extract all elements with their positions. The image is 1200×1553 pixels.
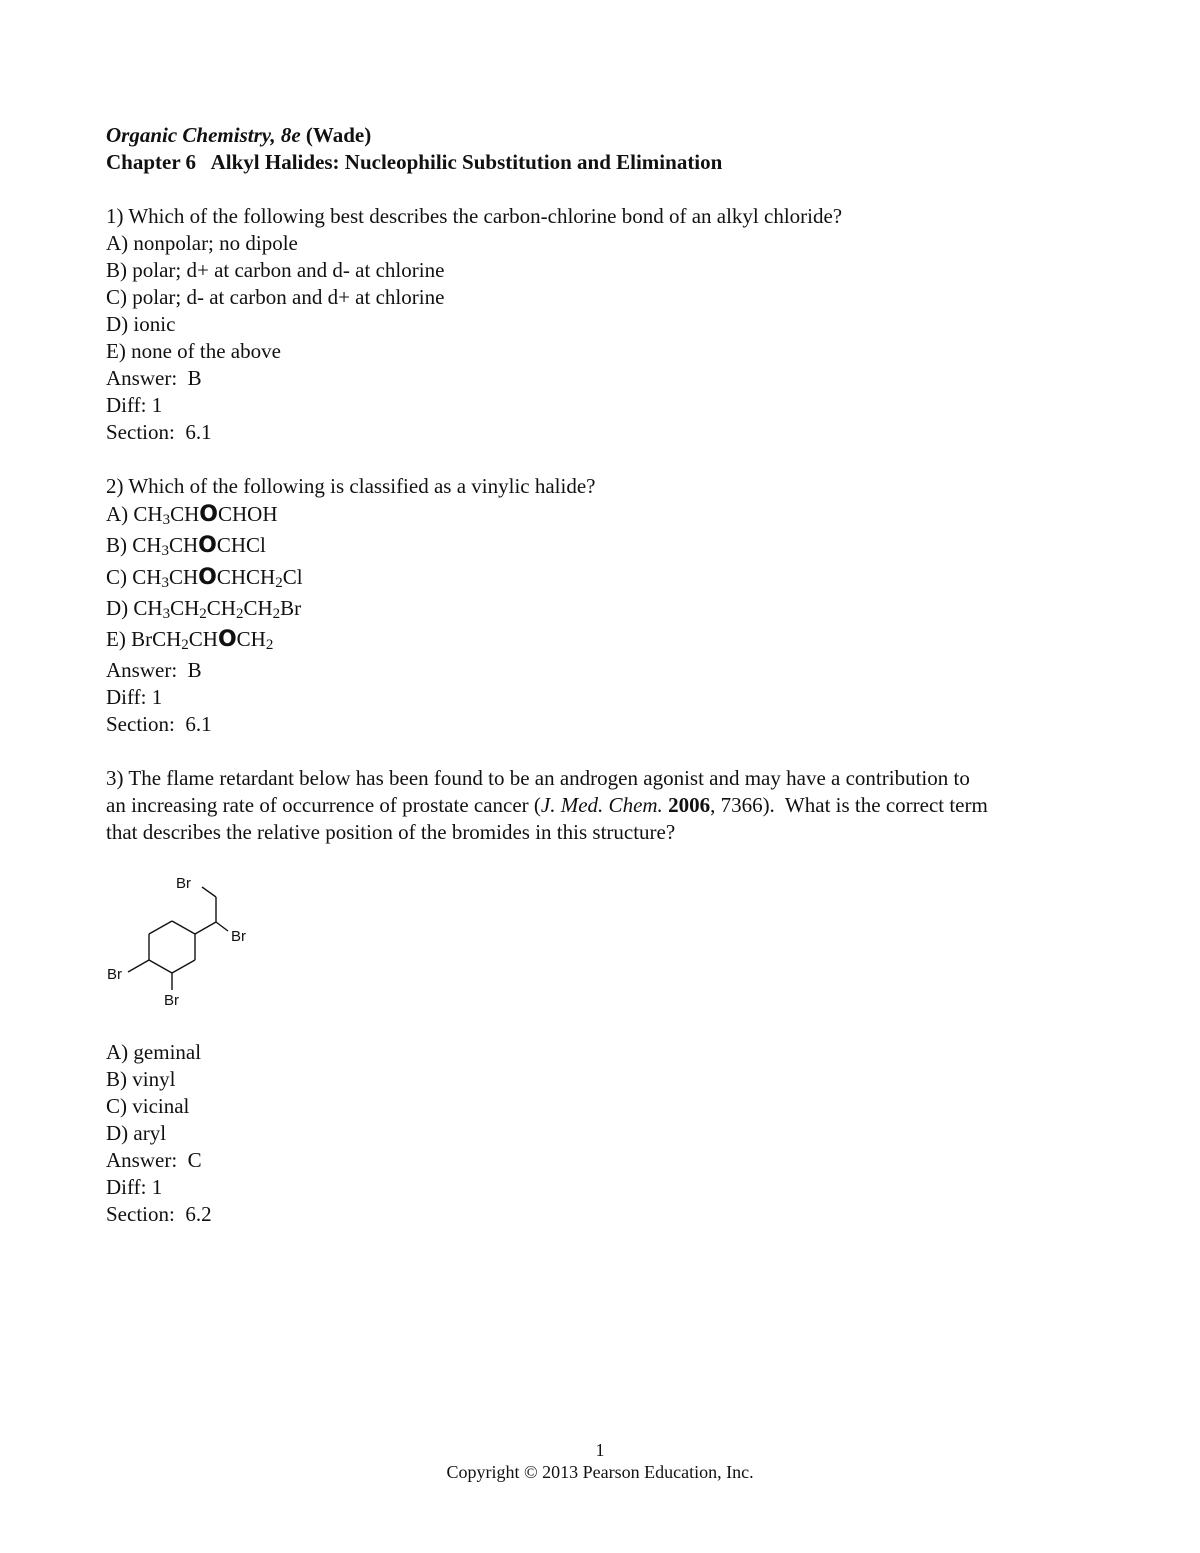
formula-part: BrCH bbox=[131, 627, 182, 651]
formula-part: CH bbox=[170, 502, 200, 526]
journal-year: 2006 bbox=[668, 793, 711, 817]
option-label: A) bbox=[106, 502, 134, 526]
answer: Answer: B bbox=[106, 366, 202, 390]
option-a: A) geminal bbox=[106, 1040, 202, 1064]
formula-subscript: 2 bbox=[199, 606, 207, 622]
option-label: C) bbox=[106, 565, 133, 589]
option-e bbox=[106, 626, 273, 659]
formula-part: Cl bbox=[282, 565, 303, 589]
answer: Answer: B bbox=[106, 658, 202, 682]
formula-subscript: 2 bbox=[181, 637, 189, 653]
formula-part: CH bbox=[236, 627, 266, 651]
book-author: (Wade) bbox=[305, 123, 372, 147]
option-c: C) vicinal bbox=[106, 1094, 190, 1118]
question-stem: 2) Which of the following is classified as a vinylic halide? bbox=[106, 474, 596, 498]
stem-text: an increasing rate of occurrence of prostate cancer ( bbox=[106, 793, 541, 817]
document-title bbox=[106, 122, 371, 149]
double-bond-symbol: O bbox=[199, 502, 218, 527]
section: Section: 6.1 bbox=[106, 420, 212, 444]
formula-subscript: 3 bbox=[161, 575, 169, 591]
difficulty: Diff: 1 bbox=[106, 393, 163, 417]
difficulty: Diff: 1 bbox=[106, 1175, 163, 1199]
difficulty: Diff: 1 bbox=[106, 685, 163, 709]
option-label: E) bbox=[106, 627, 132, 651]
formula-part: CH bbox=[206, 596, 236, 620]
option-b bbox=[106, 532, 266, 565]
answer: Answer: C bbox=[106, 1148, 202, 1172]
option-b: B) vinyl bbox=[106, 1067, 176, 1091]
formula-part: CH bbox=[132, 533, 162, 557]
bromine-label: Br bbox=[107, 966, 122, 983]
option-c: C) polar; d- at carbon and d+ at chlorine bbox=[106, 285, 445, 309]
option-d: D) ionic bbox=[106, 312, 176, 336]
chemical-structure bbox=[100, 866, 270, 1016]
formula-part: CH bbox=[133, 596, 163, 620]
question-stem-line-1: 3) The flame retardant below has been found to be an androgen agonist and may have a contribution to bbox=[106, 766, 970, 790]
copyright-notice: Copyright © 2013 Pearson Education, Inc. bbox=[446, 1462, 754, 1482]
formula-subscript: 3 bbox=[162, 606, 171, 622]
option-a bbox=[106, 501, 278, 534]
bromine-label: Br bbox=[231, 928, 246, 945]
option-d bbox=[106, 595, 301, 628]
question-stem: 1) Which of the following best describes the carbon-chlorine bond of an alkyl chloride? bbox=[106, 204, 843, 228]
double-bond-symbol: O bbox=[198, 565, 217, 590]
formula-subscript: 3 bbox=[161, 543, 169, 559]
section: Section: 6.2 bbox=[106, 1202, 212, 1226]
formula-part: CHOH bbox=[218, 502, 278, 526]
formula-part: CH bbox=[133, 502, 163, 526]
formula-subscript: 2 bbox=[272, 606, 281, 622]
option-label: D) bbox=[106, 596, 134, 620]
formula-part: CHCH bbox=[216, 565, 276, 589]
double-bond-symbol: O bbox=[198, 533, 217, 558]
option-e: E) none of the above bbox=[106, 339, 281, 363]
formula-part: CH bbox=[243, 596, 273, 620]
section: Section: 6.1 bbox=[106, 712, 212, 736]
option-d: D) aryl bbox=[106, 1121, 167, 1145]
cyclohexane-ring bbox=[149, 921, 195, 973]
formula-part: CH bbox=[168, 565, 199, 589]
bromine-label: Br bbox=[164, 992, 179, 1009]
option-label: B) bbox=[106, 533, 133, 557]
journal-name: J. Med. Chem. bbox=[540, 793, 663, 817]
formula-part: CH bbox=[168, 533, 199, 557]
substituent-bonds bbox=[128, 887, 228, 990]
formula-part: Br bbox=[280, 596, 302, 620]
question-stem-line-2 bbox=[106, 792, 988, 819]
double-bond-symbol: O bbox=[217, 627, 237, 652]
book-title: Organic Chemistry, 8e bbox=[106, 123, 301, 147]
question-stem-line-3: that describes the relative position of the bromides in this structure? bbox=[106, 820, 676, 844]
formula-part: CH bbox=[132, 565, 162, 589]
page-number: 1 bbox=[595, 1440, 605, 1460]
option-c bbox=[106, 564, 303, 597]
bromine-label: Br bbox=[176, 875, 191, 892]
formula-subscript: 2 bbox=[235, 606, 244, 622]
option-a: A) nonpolar; no dipole bbox=[106, 231, 298, 255]
formula-subscript: 2 bbox=[265, 637, 274, 653]
formula-part: CH bbox=[170, 596, 200, 620]
formula-subscript: 3 bbox=[162, 512, 171, 528]
chapter-title: Chapter 6 Alkyl Halides: Nucleophilic Substitution and Elimination bbox=[106, 150, 723, 174]
option-b: B) polar; d+ at carbon and d- at chlorine bbox=[106, 258, 445, 282]
formula-subscript: 2 bbox=[275, 575, 283, 591]
formula-part: CHCl bbox=[216, 533, 266, 557]
stem-text: , 7366). What is the correct term bbox=[710, 793, 988, 817]
formula-part: CH bbox=[188, 627, 218, 651]
